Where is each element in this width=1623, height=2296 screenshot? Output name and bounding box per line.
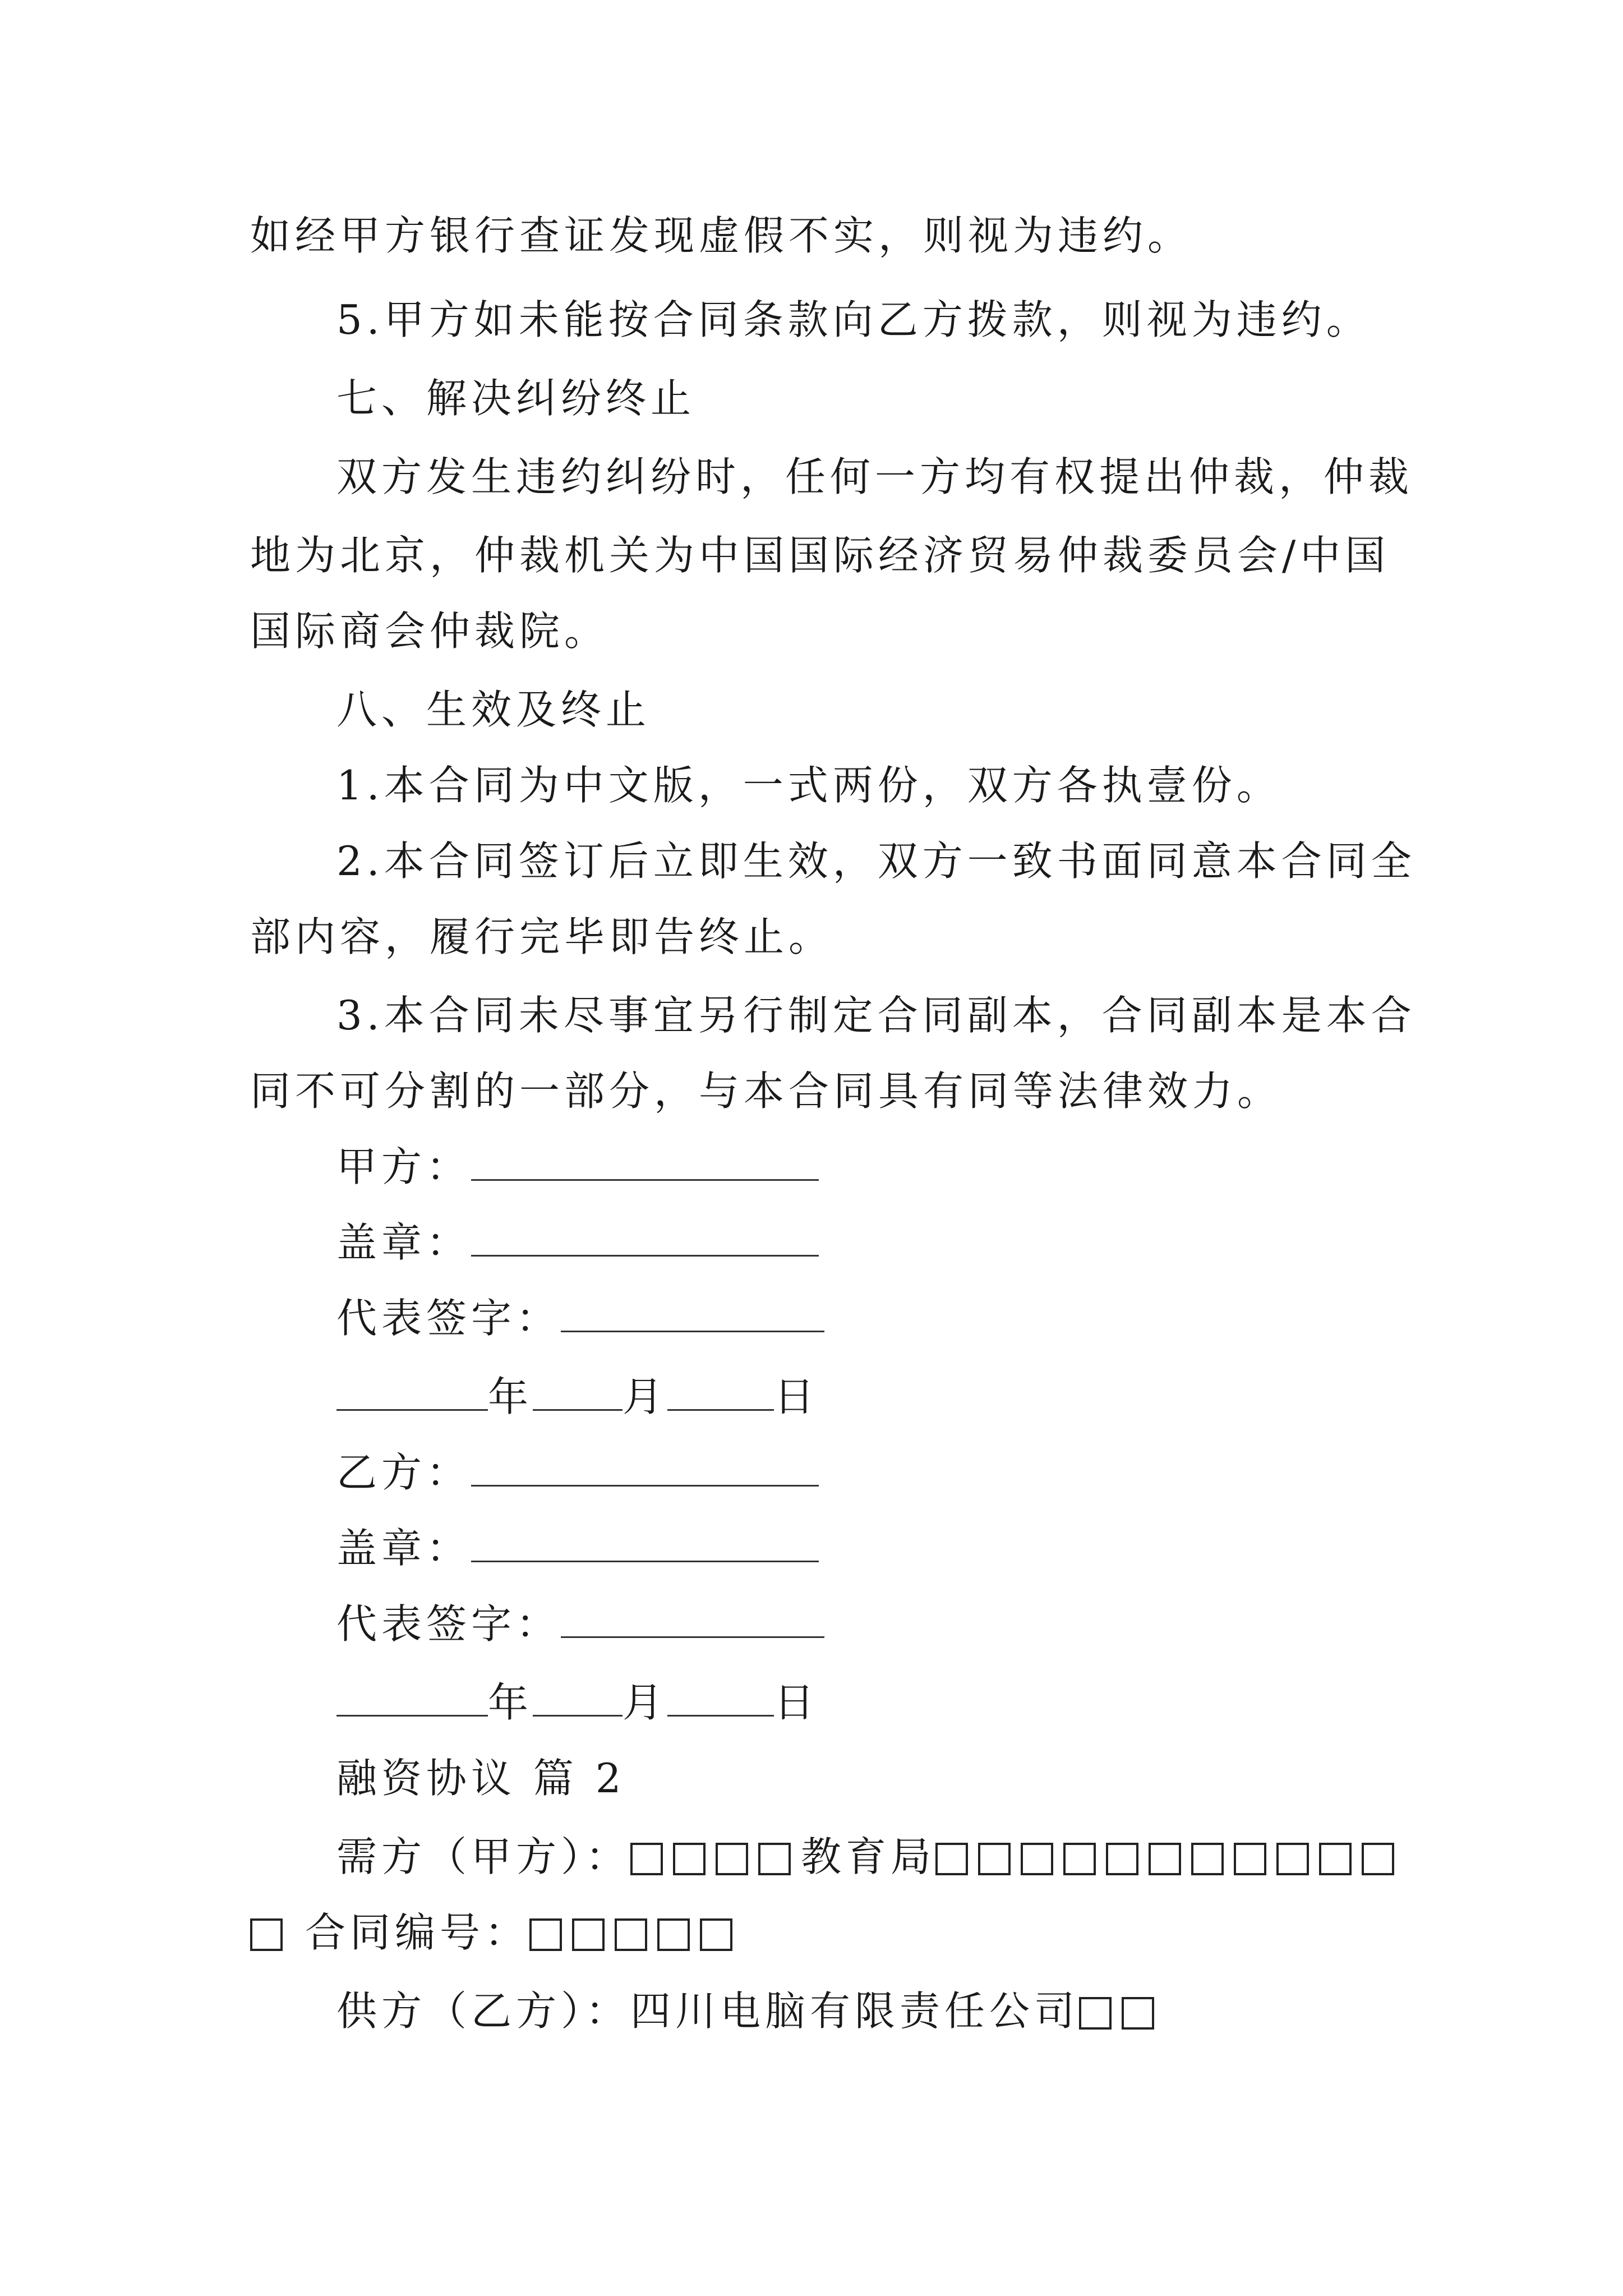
rep-sign-label: 代表签字： xyxy=(336,1600,561,1648)
rep-sign-row xyxy=(336,1290,824,1346)
contract-no-label: 合同编号： xyxy=(305,1909,530,1956)
placeholder-box xyxy=(615,1918,647,1951)
placeholder-box xyxy=(758,1843,791,1875)
party-b-label: 乙方： xyxy=(336,1449,472,1496)
placeholder-box xyxy=(1149,1843,1181,1875)
placeholder-box xyxy=(673,1843,706,1875)
seal-row xyxy=(336,1214,819,1271)
placeholder-box xyxy=(700,1918,732,1951)
party-a-blank xyxy=(471,1144,819,1181)
paragraph-line: 同不可分割的一部分，与本合同具有同等法律效力。 xyxy=(250,1068,1283,1115)
demand-party-label: 需方（甲方）： xyxy=(336,1833,631,1880)
placeholder-box xyxy=(250,1918,283,1951)
party-a-label: 甲方： xyxy=(336,1143,472,1190)
placeholder-box xyxy=(630,1843,663,1875)
year-blank xyxy=(336,1374,488,1411)
section-title: 融资协议 篇 2 xyxy=(336,1755,626,1802)
supply-party-text: 供方（乙方）：四川电脑有限责任公司 xyxy=(336,1987,1080,2035)
placeholder-box xyxy=(1079,1997,1112,2030)
paragraph-line: 地为北京，仲裁机关为中国国际经济贸易仲裁委员会/中国 xyxy=(250,532,1390,579)
month-blank xyxy=(533,1680,623,1717)
seal-blank xyxy=(471,1526,819,1562)
rep-sign-label: 代表签字： xyxy=(336,1295,561,1342)
placeholder-box xyxy=(572,1918,605,1951)
placeholder-box xyxy=(1063,1843,1096,1875)
placeholder-box xyxy=(1234,1843,1266,1875)
demand-party-row xyxy=(336,1829,1404,1885)
rep-sign-row xyxy=(336,1596,824,1652)
placeholder-box xyxy=(1319,1843,1352,1875)
paragraph-line: 国际商会仲裁院。 xyxy=(250,608,610,655)
paragraph-line: 如经甲方银行查证发现虚假不实，则视为违约。 xyxy=(250,212,1193,259)
paragraph-line: 部内容，履行完毕即告终止。 xyxy=(250,913,834,960)
placeholder-box xyxy=(657,1918,690,1951)
month-label: 月 xyxy=(623,1679,668,1726)
section-heading: 八、生效及终止 xyxy=(336,686,651,733)
placeholder-box xyxy=(1191,1843,1224,1875)
date-row xyxy=(336,1674,819,1731)
section-heading: 七、解决纠纷终止 xyxy=(336,375,696,422)
placeholder-box xyxy=(1106,1843,1138,1875)
year-label: 年 xyxy=(488,1679,533,1726)
rep-sign-blank xyxy=(561,1602,824,1638)
placeholder-box xyxy=(1021,1843,1053,1875)
paragraph-line: 双方发生违约纠纷时，任何一方均有权提出仲裁，仲裁 xyxy=(336,453,1414,500)
contract-no-row xyxy=(250,1904,743,1961)
day-label: 日 xyxy=(774,1373,819,1420)
seal-row xyxy=(336,1520,819,1576)
day-label: 日 xyxy=(774,1679,819,1726)
day-blank xyxy=(667,1680,774,1717)
month-blank xyxy=(533,1374,623,1411)
rep-sign-blank xyxy=(561,1296,824,1332)
seal-blank xyxy=(471,1220,819,1257)
supply-party-row xyxy=(336,1983,1164,2039)
party-b-row xyxy=(336,1444,819,1501)
year-label: 年 xyxy=(488,1373,533,1420)
placeholder-box xyxy=(935,1843,968,1875)
paragraph-line: 1.本合同为中文版，一式两份，双方各执壹份。 xyxy=(336,762,1281,809)
demand-party-name: 教育局 xyxy=(801,1833,936,1880)
placeholder-box xyxy=(1276,1843,1309,1875)
party-a-row xyxy=(336,1139,819,1195)
paragraph-line: 3.本合同未尽事宜另行制定合同副本，合同副本是本合 xyxy=(336,992,1416,1039)
placeholder-box xyxy=(1362,1843,1394,1875)
paragraph-line: 2.本合同签订后立即生效，双方一致书面同意本合同全 xyxy=(336,838,1416,885)
day-blank xyxy=(667,1374,774,1411)
year-blank xyxy=(336,1680,488,1717)
paragraph-line: 5.甲方如未能按合同条款向乙方拨款，则视为违约。 xyxy=(336,296,1371,343)
seal-label: 盖章： xyxy=(336,1525,472,1572)
month-label: 月 xyxy=(623,1373,668,1420)
date-row xyxy=(336,1369,819,1425)
placeholder-box xyxy=(529,1918,562,1951)
seal-label: 盖章： xyxy=(336,1219,472,1266)
placeholder-box xyxy=(978,1843,1011,1875)
placeholder-box xyxy=(716,1843,748,1875)
party-b-blank xyxy=(471,1450,819,1487)
placeholder-box xyxy=(1122,1997,1154,2030)
